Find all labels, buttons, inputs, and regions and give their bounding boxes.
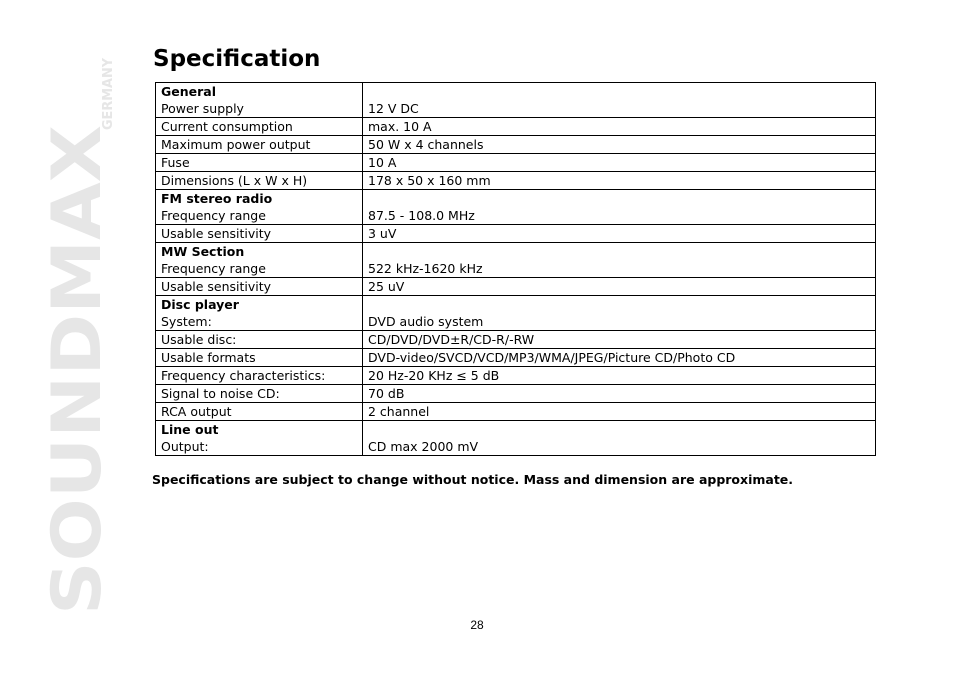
spec-label-cell <box>156 83 363 118</box>
spec-label-cell <box>156 154 363 172</box>
spec-row <box>156 154 876 172</box>
spec-value: 87.5 - 108.0 MHz <box>363 190 876 225</box>
spec-value: CD max 2000 mV <box>363 421 876 456</box>
spec-row <box>156 225 876 243</box>
spec-row <box>156 136 876 154</box>
spec-value: 178 x 50 x 160 mm <box>363 172 876 190</box>
spec-row <box>156 118 876 136</box>
brand-logo-subtext: GERMANY <box>101 57 116 130</box>
spec-row <box>156 403 876 421</box>
spec-row <box>156 349 876 367</box>
spec-value: 20 Hz-20 KHz ≤ 5 dB <box>363 367 876 385</box>
spec-label-cell <box>156 118 363 136</box>
spec-value: max. 10 A <box>363 118 876 136</box>
footnote: Specifications are subject to change without notice. Mass and dimension are approximate. <box>152 472 794 487</box>
spec-label-cell <box>156 331 363 349</box>
spec-row <box>156 83 876 118</box>
spec-value: 50 W x 4 channels <box>363 136 876 154</box>
spec-row <box>156 296 876 331</box>
spec-label: Usable disc: <box>161 332 237 347</box>
spec-label: System: <box>161 314 212 329</box>
page-title: Specification <box>153 46 321 72</box>
spec-label-cell <box>156 243 363 278</box>
spec-value: DVD audio system <box>363 296 876 331</box>
spec-label: Usable formats <box>161 350 256 365</box>
spec-value: 10 A <box>363 154 876 172</box>
spec-label-cell <box>156 385 363 403</box>
spec-label: Power supply <box>161 101 244 116</box>
spec-label: Current consumption <box>161 119 293 134</box>
spec-label-cell <box>156 172 363 190</box>
spec-label: Usable sensitivity <box>161 226 272 241</box>
spec-row <box>156 172 876 190</box>
spec-label: Usable sensitivity <box>161 279 272 294</box>
brand-logo <box>38 48 118 618</box>
spec-label-cell <box>156 136 363 154</box>
spec-row <box>156 243 876 278</box>
spec-row <box>156 421 876 456</box>
spec-label-cell <box>156 278 363 296</box>
spec-value: 25 uV <box>363 278 876 296</box>
brand-logo-graphic <box>38 48 118 618</box>
spec-label-cell <box>156 296 363 331</box>
spec-label-cell <box>156 367 363 385</box>
spec-section-heading: Disc player <box>161 297 239 312</box>
spec-label-cell <box>156 421 363 456</box>
spec-value: CD/DVD/DVD±R/CD-R/-RW <box>363 331 876 349</box>
spec-row <box>156 331 876 349</box>
spec-value: 2 channel <box>363 403 876 421</box>
spec-label: Signal to noise CD: <box>161 386 280 401</box>
spec-section-heading: FM stereo radio <box>161 191 273 206</box>
spec-row <box>156 367 876 385</box>
spec-section-heading: MW Section <box>161 244 245 259</box>
spec-label-cell <box>156 403 363 421</box>
spec-value: 522 kHz-1620 kHz <box>363 243 876 278</box>
spec-label: Maximum power output <box>161 137 311 152</box>
spec-value: DVD-video/SVCD/VCD/MP3/WMA/JPEG/Picture CD/Photo CD <box>363 349 876 367</box>
spec-label: Frequency characteristics: <box>161 368 326 383</box>
spec-label: Dimensions (L x W x H) <box>161 173 308 188</box>
spec-label: Frequency range <box>161 208 266 223</box>
spec-value: 12 V DC <box>363 83 876 118</box>
spec-section-heading: General <box>161 84 216 99</box>
spec-section-heading: Line out <box>161 422 219 437</box>
spec-label: RCA output <box>161 404 232 419</box>
spec-row <box>156 278 876 296</box>
spec-table <box>155 82 876 456</box>
spec-label: Fuse <box>161 155 190 170</box>
spec-label-cell <box>156 225 363 243</box>
spec-label-cell <box>156 190 363 225</box>
spec-label: Frequency range <box>161 261 266 276</box>
spec-row <box>156 385 876 403</box>
spec-row <box>156 190 876 225</box>
spec-label: Output: <box>161 439 209 454</box>
spec-label-cell <box>156 349 363 367</box>
page-number: 28 <box>470 618 484 632</box>
spec-value: 70 dB <box>363 385 876 403</box>
spec-value: 3 uV <box>363 225 876 243</box>
brand-logo-text: SOUNDMAX <box>38 166 117 615</box>
